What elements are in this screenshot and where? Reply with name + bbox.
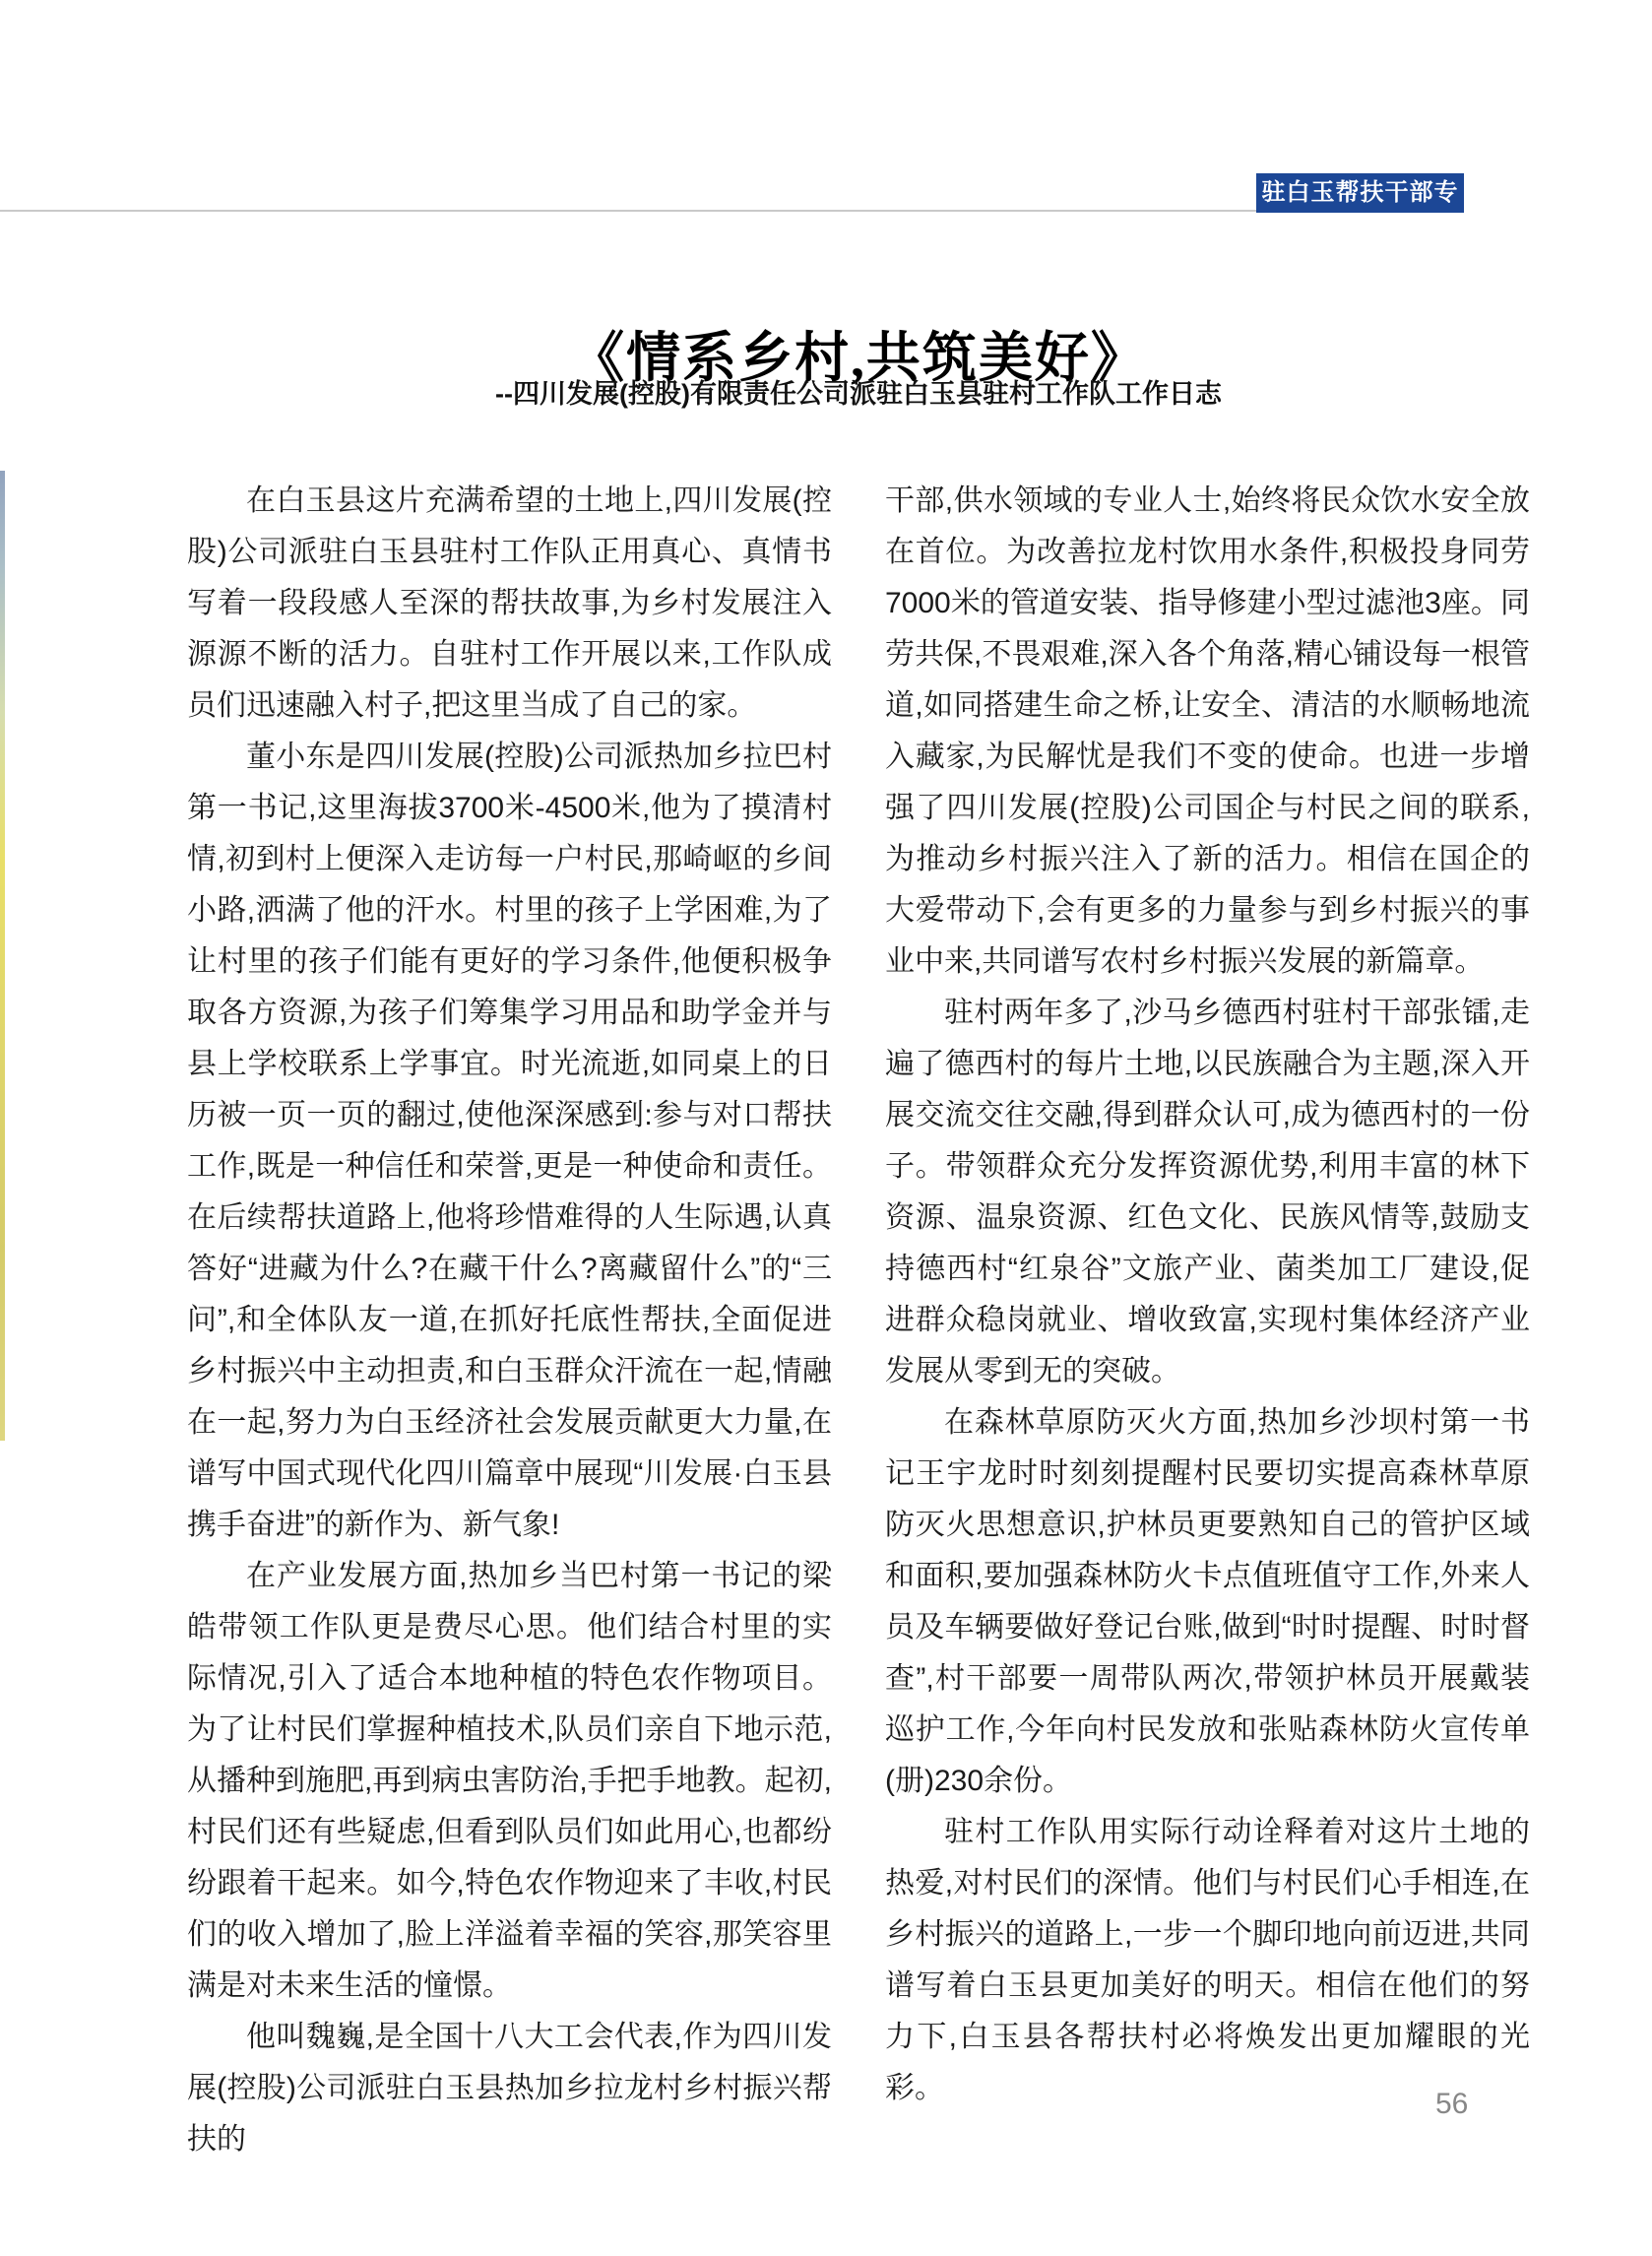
page-number: 56 — [1435, 2088, 1469, 2120]
article-paragraph: 驻村工作队用实际行动诠释着对这片土地的热爱,对村民们的深情。他们与村民们心手相连,在乡村振兴的道路上,一步一个脚印地向前迈进,共同谱写着白玉县更加美好的明天。相信在他们的努力下,白玉县各帮扶村必将焕发出更加耀眼的光彩。 — [885, 1816, 1530, 2104]
article-paragraph: 董小东是四川发展(控股)公司派热加乡拉巴村第一书记,这里海拔3700米-4500米,他为了摸清村情,初到村上便深入走访每一户村民,那崎岖的乡间小路,洒满了他的汗水。村里的孩子上学困难,为了让村里的孩子们能有更好的学习条件,他便积极争取各方资源,为孩子们筹集学习用品和助学金并与县上学校联系上学事宜。时光流逝,如同桌上的日历被一页一页的翻过,使他深深感到:参与对口帮扶工作,既是一种信任和荣誉,更是一种使命和责任。在后续帮扶道路上,他将珍惜难得的人生际遇,认真答好“进藏为什么?在藏干什么?离藏留什么”的“三问”,和全体队友一道,在抓好托底性帮扶,全面促进乡村振兴中主动担责,和白玉群众汗流在一起,情融在一起,努力为白玉经济社会发展贡献更大力量,在谱写中国式现代化四川篇章中展现“川发展·白玉县携手奋进”的新作为、新气象! — [187, 741, 832, 1541]
article-column-left — [187, 476, 832, 2165]
article-paragraph: 在白玉县这片充满希望的土地上,四川发展(控股)公司派驻白玉县驻村工作队正用真心、真情书写着一段段感人至深的帮扶故事,为乡村发展注入源源不断的活力。自驻村工作开展以来,工作队成员们迅速融入村子,把这里当成了自己的家。 — [187, 484, 832, 722]
article-paragraph: 在产业发展方面,热加乡当巴村第一书记的梁皓带领工作队更是费尽心思。他们结合村里的实际情况,引入了适合本地种植的特色农作物项目。为了让村民们掌握种植技术,队员们亲自下地示范,从播种到施肥,再到病虫害防治,手把手地教。起初,村民们还有些疑虑,但看到队员们如此用心,也都纷纷跟着干起来。如今,特色农作物迎来了丰收,村民们的收入增加了,脸上洋溢着幸福的笑容,那笑容里满是对未来生活的憧憬。 — [187, 1560, 833, 2002]
article-title: 《情系乡村,共筑美好》 — [570, 327, 1147, 388]
column-header-badge: 驻白玉帮扶干部专栏 — [1256, 173, 1464, 213]
page-edge-color-strip — [0, 471, 5, 1441]
article-body — [187, 476, 1530, 2165]
article-paragraph: 干部,供水领域的专业人士,始终将民众饮水安全放在首位。为改善拉龙村饮用水条件,积极投身同劳7000米的管道安装、指导修建小型过滤池3座。同劳共保,不畏艰难,深入各个角落,精心铺设每一根管道,如同搭建生命之桥,让安全、清洁的水顺畅地流入藏家,为民解忧是我们不变的使命。也进一步增强了四川发展(控股)公司国企与村民之间的联系,为推动乡村振兴注入了新的活力。相信在国企的大爱带动下,会有更多的力量参与到乡村振兴的事业中来,共同谱写农村乡村振兴发展的新篇章。 — [885, 484, 1531, 978]
article-subtitle: --四川发展(控股)有限责任公司派驻白玉县驻村工作队工作日志 — [495, 379, 1222, 409]
article-column-right — [885, 476, 1530, 2165]
article-paragraph: 在森林草原防灭火方面,热加乡沙坝村第一书记王宇龙时时刻刻提醒村民要切实提高森林草原防灭火思想意识,护林员更要熟知自己的管护区域和面积,要加强森林防火卡点值班值守工作,外来人员及车辆要做好登记台账,做到“时时提醒、时时督查”,村干部要一周带队两次,带领护林员开展戴装巡护工作,今年向村民发放和张贴森林防火宣传单(册)230余份。 — [885, 1406, 1530, 1797]
article-paragraph: 他叫魏巍,是全国十八大工会代表,作为四川发展(控股)公司派驻白玉县热加乡拉龙村乡村振兴帮扶的 — [187, 2021, 832, 2156]
article-paragraph: 驻村两年多了,沙马乡德西村驻村干部张镭,走遍了德西村的每片土地,以民族融合为主题,深入开展交流交往交融,得到群众认可,成为德西村的一份子。带领群众充分发挥资源优势,利用丰富的林下资源、温泉资源、红色文化、民族风情等,鼓励支持德西村“红泉谷”文旅产业、菌类加工厂建设,促进群众稳岗就业、增收致富,实现村集体经济产业发展从零到无的突破。 — [885, 997, 1530, 1387]
header-divider-line — [0, 210, 1258, 212]
